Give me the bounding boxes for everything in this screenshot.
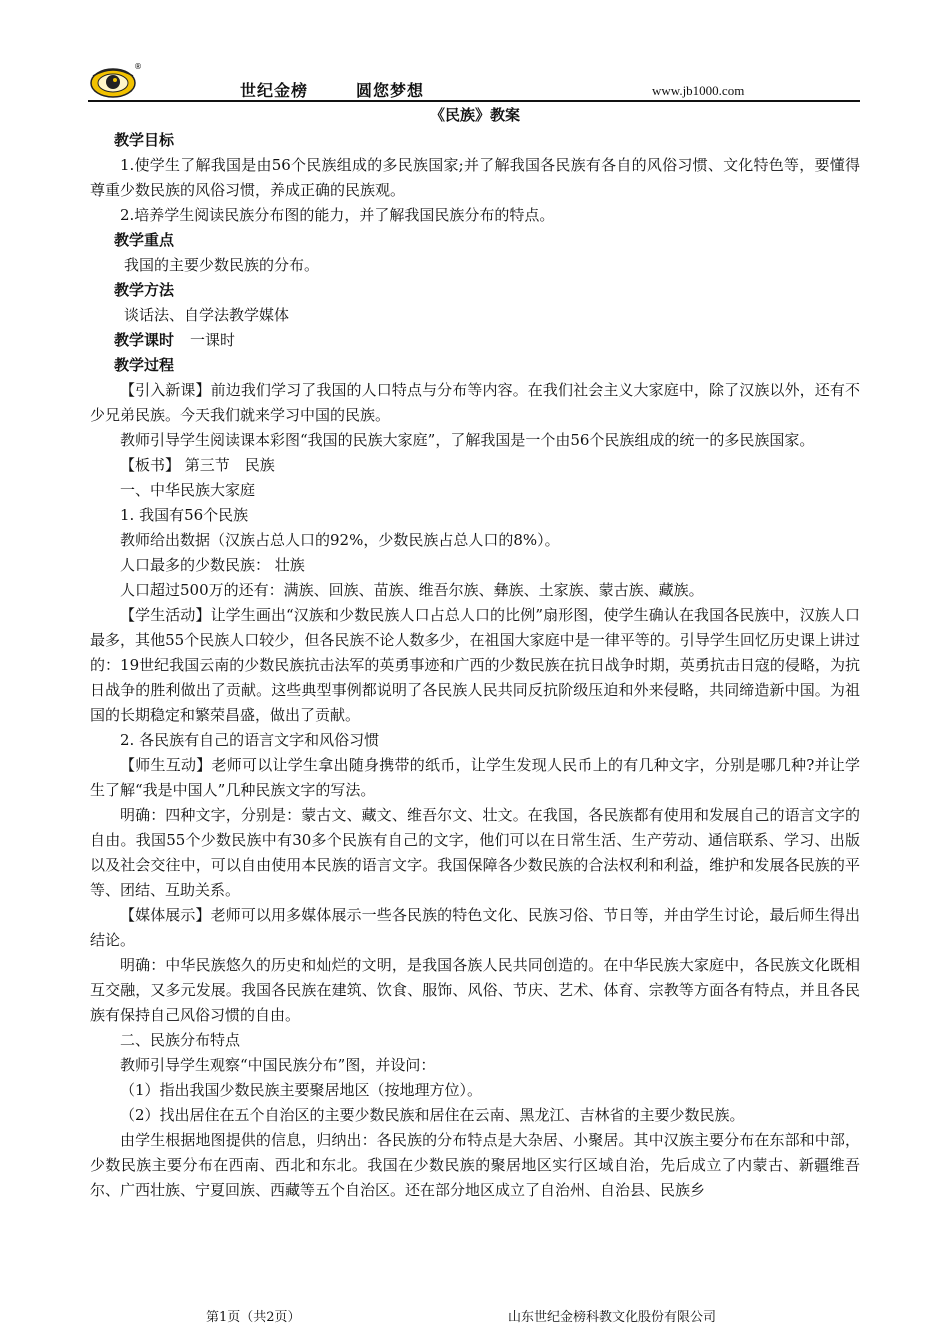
page-number: 第1页（共2页） xyxy=(206,1310,301,1325)
page-header xyxy=(88,62,860,102)
brand-name: 世纪金榜 xyxy=(240,81,309,100)
paragraph: 明确：中华民族悠久的历史和灿烂的文明，是我国各族人民共同创造的。在中华民族大家庭中，各民族文化既相互交融，又多元发展。我国各民族在建筑、饮食、服饰、风俗、节庆、艺术、体育、宗教等方面各有特点，并且各民族有保持自己风俗习惯的自由。 xyxy=(90,956,860,1024)
paragraph: （1）指出我国少数民族主要聚居地区（按地理方位）。 xyxy=(120,1081,483,1099)
paragraph: 2. 各民族有自己的语言文字和风俗习惯 xyxy=(120,731,380,749)
paragraph: 明确：四种文字，分别是：蒙古文、藏文、维吾尔文、壮文。在我国，各民族都有使用和发展自己的语言文字的自由。我国55个少数民族中有30多个民族有自己的文字，他们可以在日常生活、生产劳动、通信联系、学习、出版以及社会交往中，可以自由使用本民族的语言文字。我国保障各少数民族的合法权利和利益，维护和发展各民族的平等、团结、互助关系。 xyxy=(90,806,860,899)
paragraph: 我国的主要少数民族的分布。 xyxy=(124,256,320,274)
section-heading-methods: 教学方法 xyxy=(114,281,175,299)
paragraph: 【引入新课】前边我们学习了我国的人口特点与分布等内容。在我们社会主义大家庭中，除了汉族以外，还有不少兄弟民族。今天我们就来学习中国的民族。 xyxy=(90,381,860,424)
section-heading-key-points: 教学重点 xyxy=(114,231,175,249)
paragraph: 教师引导学生观察“中国民族分布”图，并设问： xyxy=(120,1056,436,1074)
document-body xyxy=(90,103,860,1203)
section-heading-process: 教学过程 xyxy=(114,356,175,374)
paragraph: 二、民族分布特点 xyxy=(120,1031,241,1049)
footer-company: 山东世纪金榜科教文化股份有限公司 xyxy=(508,1310,717,1325)
paragraph: 【媒体展示】老师可以用多媒体展示一些各民族的特色文化、民族习俗、节日等，并由学生讨论，最后师生得出结论。 xyxy=(90,906,860,949)
paragraph: 人口最多的少数民族： 壮族 xyxy=(120,556,305,574)
registered-mark: ® xyxy=(134,62,142,71)
paragraph: 人口超过500万的还有：满族、回族、苗族、维吾尔族、彝族、土家族、蒙古族、藏族。 xyxy=(120,581,704,599)
hours-label: 教学课时 xyxy=(114,331,175,349)
brand-slogan: 圆您梦想 xyxy=(356,81,425,100)
website-url[interactable]: www.jb1000.com xyxy=(652,83,745,98)
eye-logo-icon xyxy=(90,66,136,100)
paragraph: 1. 我国有56个民族 xyxy=(120,506,249,524)
paragraph: 【板书】 第三节 民族 xyxy=(120,456,275,474)
paragraph: 谈话法、自学法教学媒体 xyxy=(124,306,290,324)
paragraph: （2）找出居住在五个自治区的主要少数民族和居住在云南、黑龙江、吉林省的主要少数民族。 xyxy=(120,1106,745,1124)
header-divider xyxy=(88,100,860,102)
paragraph: 1.使学生了解我国是由56个民族组成的多民族国家;并了解我国各民族有各自的风俗习惯、文化特色等，要懂得尊重少数民族的风俗习惯，养成正确的民族观。 xyxy=(90,156,860,199)
section-heading-objectives: 教学目标 xyxy=(114,131,175,149)
paragraph: 教师引导学生阅读课本彩图“我国的民族大家庭”，了解我国是一个由56个民族组成的统一的多民族国家。 xyxy=(120,431,815,449)
paragraph: 由学生根据地图提供的信息，归纳出：各民族的分布特点是大杂居、小聚居。其中汉族主要分布在东部和中部，少数民族主要分布在西南、西北和东北。我国在少数民族的聚居地区实行区域自治，先后成立了内蒙古、新疆维吾尔、广西壮族、宁夏回族、西藏等五个自治区。还在部分地区成立了自治州、自治县、民族乡 xyxy=(90,1131,860,1199)
paragraph: 一、中华民族大家庭 xyxy=(120,481,256,499)
hours-value: 一课时 xyxy=(190,331,236,349)
paragraph: 2.培养学生阅读民族分布图的能力，并了解我国民族分布的特点。 xyxy=(120,206,555,224)
document-title: 《民族》教案 xyxy=(429,106,520,124)
paragraph: 【师生互动】老师可以让学生拿出随身携带的纸币，让学生发现人民币上的有几种文字，分别是哪几种?并让学生了解“我是中国人”几种民族文字的写法。 xyxy=(90,756,860,799)
paragraph: 【学生活动】让学生画出“汉族和少数民族人口占总人口的比例”扇形图，使学生确认在我国各民族中，汉族人口最多，其他55个民族人口较少，但各民族不论人数多少，在祖国大家庭中是一律平等的。引导学生回忆历史课上讲过的：19世纪我国云南的少数民族抗击法军的英勇事迹和广西的少数民族在抗日战争时期，英勇抗击日寇的侵略，为抗日战争的胜利做出了贡献。这些典型事例都说明了各民族人民共同反抗阶级压迫和外来侵略，共同缔造新中国。为祖国的长期稳定和繁荣昌盛，做出了贡献。 xyxy=(90,606,860,724)
section-heading-hours xyxy=(90,328,860,353)
paragraph: 教师给出数据（汉族占总人口的92%，少数民族占总人口的8%）。 xyxy=(120,531,560,549)
